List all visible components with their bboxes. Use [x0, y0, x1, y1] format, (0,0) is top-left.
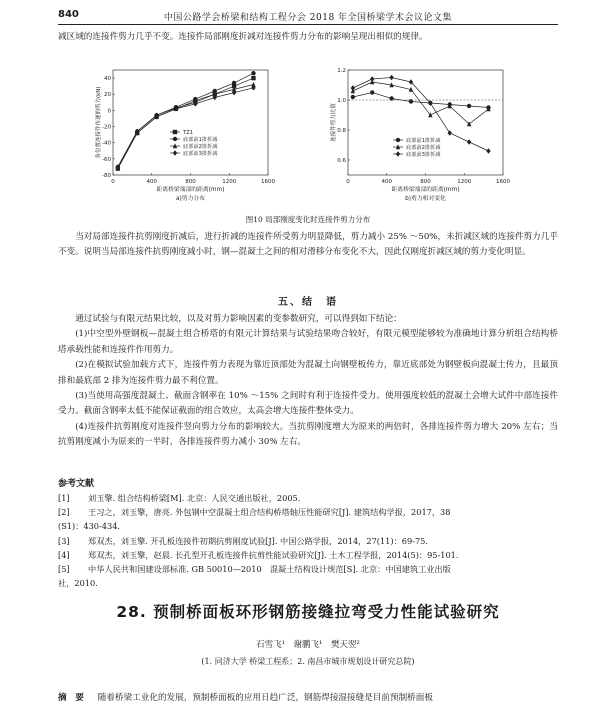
reference-number: [1]: [58, 493, 70, 503]
x-axis-label: 距离桥梁端部的距离(mm): [391, 187, 460, 193]
data-point: [370, 90, 374, 94]
abstract-label: 摘 要: [58, 693, 84, 703]
x-tick-label: 0: [111, 179, 115, 185]
x-axis-label: 距离桥梁端部的距离(mm): [156, 187, 225, 193]
y-tick-label: 0.6: [337, 158, 346, 164]
legend-label: TZ1: [183, 130, 194, 136]
data-point: [486, 148, 490, 153]
reference-item: [58, 562, 558, 576]
reference-list: [58, 491, 558, 590]
conclusion-item: (1)中空型外壁钢板—混凝土组合桥塔的有限元计算结果与试验结果吻合较好，有限元模型能够较为准确地计算分析组合结构桥塔承载性能和连接件作用剪力。: [58, 329, 558, 355]
chart-subtitle: b)剪力相对变化: [405, 196, 446, 202]
x-tick-label: 1200: [457, 179, 472, 185]
data-point: [409, 99, 413, 103]
abstract: [58, 691, 558, 706]
conclusions-block: [58, 312, 558, 451]
conclusion-item: (2)在模拟试验加载方式下，连接件剪力表现为靠近顶部处为混凝土向钢壁板传力，靠近底部处为钢壁板向混凝土传力，且最顶排和最底部 2 排为连接件剪力最不利位置。: [58, 360, 558, 386]
top-paragraph: 减区域的连接件剪力几乎不变。连接件局部刚度折减对连接件剪力分布的影响呈现出相似的规律。: [58, 32, 428, 42]
legend-label: 底部前1排折减: [183, 137, 218, 143]
y-tick-label: -60: [102, 156, 111, 163]
reference-number: [3]: [58, 535, 70, 546]
y-tick-label: 0: [107, 108, 111, 115]
plot-frame: [348, 70, 503, 175]
data-point: [389, 75, 393, 80]
legend-marker: [396, 151, 400, 156]
reference-text: 刘玉擎. 组合结构桥梁[M]. 北京：人民交通出版社，2005.: [88, 493, 301, 503]
figure-svg: [95, 62, 535, 212]
data-point: [389, 96, 393, 100]
chart-subtitle: a)剪力分布: [175, 196, 206, 202]
x-tick-label: 800: [420, 179, 431, 185]
y-tick-label: -20: [102, 124, 111, 131]
legend-label: 底部前1排折减: [406, 138, 441, 144]
y-axis-label: 连接件剪力比值: [331, 103, 337, 142]
authors: 石雪飞¹ 谢鹏飞¹ 樊天翌²: [256, 640, 360, 650]
series-line: [353, 82, 489, 124]
journal-title: 中国公路学会桥梁和结构工程分会 2018 年全国桥梁学术会议论文集: [163, 13, 453, 23]
page-number: 840: [58, 9, 79, 20]
y-tick-label: 40: [104, 76, 111, 83]
legend-label: 底部前2排折减: [183, 144, 218, 150]
running-header: [58, 8, 558, 25]
conclusion-item: (4)连接件抗剪刚度对连接件竖向剪力分布的影响较大。当抗剪刚度增大为原来的两倍时，各排连接件剪力增大 20% 左右；当抗剪刚度减小为原来的一半时，各排连接件剪力减小 30% 左右。: [58, 421, 558, 448]
reference-text: 王习之，刘玉擎，唐亮. 外包钢中空混凝土组合结构桥塔轴压性能研究[J]. 建筑结构学报，2017，38: [88, 507, 451, 518]
references-heading: 参考文献: [58, 479, 95, 489]
data-point: [467, 121, 471, 126]
abstract-text: 随着桥梁工业化的发展，预制桥面板的应用日趋广泛，钢筋焊接湿接缝是目前预制桥面板: [97, 693, 433, 703]
section-title: 五、结 语: [278, 297, 338, 308]
data-point: [467, 104, 471, 108]
data-point: [351, 95, 355, 99]
legend-marker: [173, 137, 177, 141]
legend-label: 底部前3排折减: [183, 151, 218, 157]
y-tick-label: 0.8: [337, 128, 346, 134]
x-tick-label: 1600: [261, 179, 275, 185]
reference-text: 中华人民共和国建设部标准. GB 50010—2010 混凝土结构设计规范[S]. 北京：中国建筑工业出版: [88, 564, 451, 575]
x-tick-label: 800: [185, 179, 196, 185]
plot-frame: [113, 70, 268, 175]
legend-marker: [173, 150, 177, 155]
x-tick-label: 0: [346, 179, 350, 185]
legend-label: 底部前3排折减: [406, 152, 441, 158]
data-point: [467, 139, 471, 144]
y-tick-label: -40: [102, 140, 111, 147]
paragraph-after-figure: 当对局部连接件抗剪刚度折减后，进行折减的连接件所受剪力明显降低，剪力减小 25% ～50%，未折减区域的连接件剪力几乎不变。说明当局部连接件抗剪刚度减小时，钢—混凝土之间的相对滑移分布变化不大，因此仅刚度折减区域的剪力变化明显。: [58, 232, 558, 258]
figure-caption: 图10 局部刚度变化时连接件剪力分布: [245, 215, 371, 224]
reference-continuation: 社，2010.: [58, 578, 98, 589]
data-point: [251, 71, 255, 75]
reference-item: [58, 534, 558, 548]
reference-item: [58, 548, 558, 562]
paper-title: 28. 预制桥面板环形钢筋接缝拉弯受力性能试验研究: [116, 603, 500, 621]
reference-continuation: (S1)：430-434.: [58, 521, 121, 532]
conclusion-intro: 通过试验与有限元结果比较，以及对剪力影响因素的变参数研究，可以得到如下结论：: [75, 314, 402, 324]
reference-text: 郑双杰，刘玉擎，赵晨. 长孔型开孔板连接件抗剪性能试验研究[J]. 土木工程学报，2014(5)：95-101.: [88, 549, 459, 560]
y-tick-label: -80: [102, 173, 111, 179]
legend-marker: [396, 138, 400, 142]
reference-number: [4]: [58, 549, 70, 560]
reference-number: [5]: [58, 564, 70, 575]
reference-item: [58, 505, 558, 519]
y-axis-label: 各位置连接件传递的剪力(kN): [96, 86, 102, 159]
reference-number: [2]: [58, 507, 70, 518]
legend-marker: [173, 130, 177, 134]
data-point: [370, 76, 374, 81]
data-point: [232, 81, 236, 85]
reference-item: [58, 491, 558, 505]
affiliation: (1. 同济大学 桥梁工程系；2. 南昌市城市规划设计研究总院): [201, 657, 415, 666]
y-tick-label: 1.2: [337, 68, 346, 74]
y-tick-label: 1.0: [337, 98, 346, 104]
x-tick-label: 1600: [496, 179, 510, 185]
reference-text: 郑双杰，刘玉擎. 开孔板连接件初期抗剪刚度试验[J]. 中国公路学报，2014，27(11)：69-75.: [88, 535, 428, 546]
y-tick-label: 20: [104, 92, 111, 99]
x-tick-label: 1200: [222, 179, 237, 185]
data-point: [251, 76, 255, 80]
figure-10: [95, 62, 535, 212]
x-tick-label: 400: [381, 179, 392, 185]
x-tick-label: 400: [146, 179, 157, 185]
conclusion-item: (3)当使用高强度混凝土、截面含钢率在 10% ～15% 之间时有利于连接件受力。使用强度较低的混凝土会增大试件中部连接件受力。截面含钢率太低不能保证截面的组合效应，太高会增大连接件整体受力。: [58, 391, 558, 417]
legend-label: 底部前2排折减: [406, 145, 441, 151]
